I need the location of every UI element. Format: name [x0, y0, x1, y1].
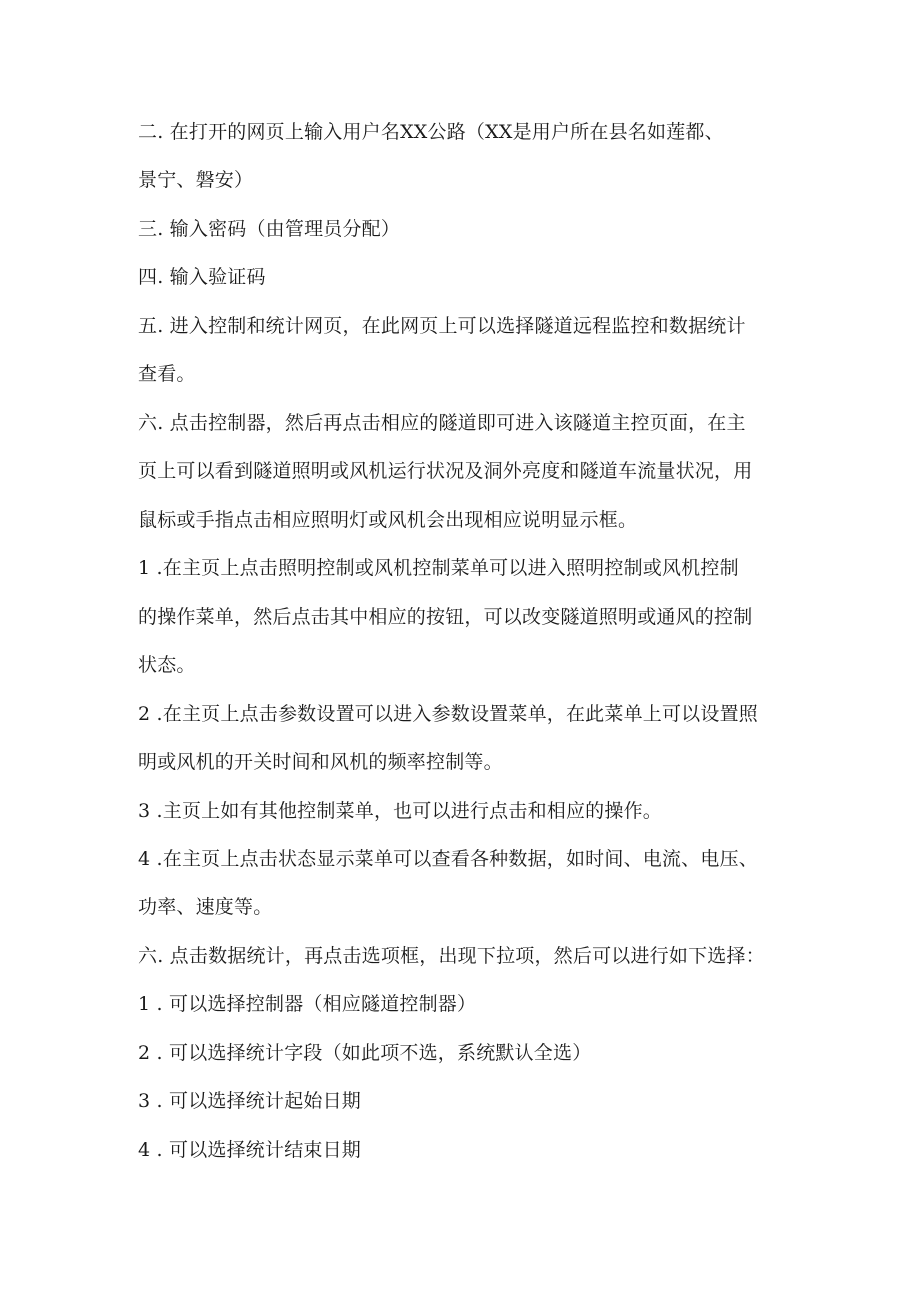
line-stats-step: 六. 点击数据统计，再点击选项框，出现下拉项，然后可以进行如下选择：: [138, 945, 765, 967]
line-sub-4-cont: 功率、速度等。: [138, 896, 273, 918]
line-step-6: 六. 点击控制器，然后再点击相应的隧道即可进入该隧道主控页面，在主: [138, 412, 746, 434]
line-step-3: 三. 输入密码（由管理员分配）: [138, 218, 401, 240]
line-step-4: 四. 输入验证码: [138, 266, 266, 288]
line-sub-1-cont-2: 状态。: [138, 654, 196, 676]
line-sub-1-cont-1: 的操作菜单，然后点击其中相应的按钮，可以改变隧道照明或通风的控制: [138, 606, 753, 628]
line-sub-4: 4 .在主页上点击状态显示菜单可以查看各种数据，如时间、电流、电压、: [138, 848, 758, 870]
line-sub-2: 2 .在主页上点击参数设置可以进入参数设置菜单，在此菜单上可以设置照: [138, 703, 758, 725]
line-step-2-cont: 景宁、磐安）: [138, 169, 254, 191]
line-step-6-cont-2: 鼠标或手指点击相应照明灯或风机会出现相应说明显示框。: [138, 509, 638, 531]
line-sub-3: 3 .主页上如有其他控制菜单，也可以进行点击和相应的操作。: [138, 800, 662, 822]
line-stats-1: 1 . 可以选择控制器（相应隧道控制器）: [138, 993, 477, 1015]
line-stats-2: 2 . 可以选择统计字段（如此项不选，系统默认全选）: [138, 1042, 592, 1064]
line-step-5: 五. 进入控制和统计网页，在此网页上可以选择隧道远程监控和数据统计: [138, 315, 746, 337]
line-stats-3: 3 . 可以选择统计起始日期: [138, 1090, 362, 1112]
line-step-5-cont: 查看。: [138, 363, 196, 385]
line-sub-2-cont: 明或风机的开关时间和风机的频率控制等。: [138, 751, 503, 773]
line-stats-4: 4 . 可以选择统计结束日期: [138, 1139, 362, 1161]
line-step-2: 二. 在打开的网页上输入用户名XX公路（XX是用户所在县名如莲都、: [138, 121, 724, 143]
line-step-6-cont-1: 页上可以看到隧道照明或风机运行状况及洞外亮度和隧道车流量状况，用: [138, 460, 753, 482]
line-sub-1: 1 .在主页上点击照明控制或风机控制菜单可以进入照明控制或风机控制: [138, 557, 739, 579]
